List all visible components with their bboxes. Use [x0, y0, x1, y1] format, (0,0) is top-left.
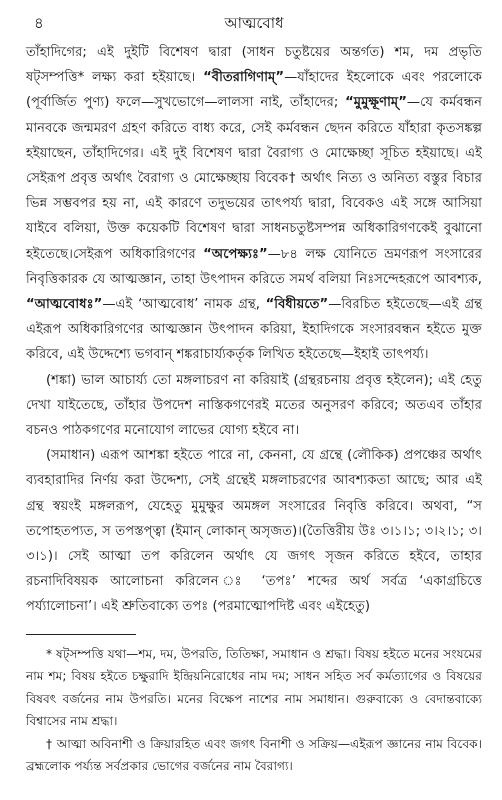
text-run: —যে কর্মবন্ধন মানবকে জন্মমরণ গ্রহণ করিতে বাধ্য করে, সেই কর্মবন্ধন ছেদন করিতে যাঁহারা কৃতসঙ্কল্প হইয়াছেন, তাঁহাদিগের। এই দুই বিশেষণ দ্বারা বৈরাগ্য ও মোক্ষেচ্ছা সূচিত হইয়াছে। এই সেইরূপ প্রবৃত্ত অর্থাৎ বৈরাগ্য ও মোক্ষেচ্ছায় বিবেক† অর্থাৎ নিত্য ও অনিত্য বস্তুর বিচার ভিন্ন সম্ভবপর হয় না, এই কারণে তদুভয়ের তাৎপর্য্য দ্বারা, বিবেকও এই সঙ্গে আসিয়া যাইবে বলিয়া, উক্ত কয়েকটি বিশেষণ দ্বারা সাধনচতুষ্টসম্পন্ন অধিকারিগণকেই বুঝানো হইতেছে। — [26, 95, 483, 262]
bold-term: “অপেক্ষ্যঃ” — [203, 246, 268, 262]
paragraph-3: (সমাধান) এরূপ আশঙ্কা হইতে পারে না, কেননা, যে গ্রন্থে (লৌকিক) প্রপঞ্চের অর্থাৎ ব্যবহারাদির নির্ণয় করা উদ্দেশ্য, সেই গ্রন্থেই মঙ্গলাচরণের আবশ্যকতা আছে; আর এই গ্রন্থ স্বয়ংই মঙ্গলরূপ, যেহেতু মুমুক্ষুর অমঙ্গল সংসারের নিবৃত্তি করিবে। অথবা, “স তপোহতপ্যত, স তপস্তপ্ত্বা (ইমান্ লোকান্ অসৃজত)।(তৈত্তিরীয় উঃ ৩।১।১; ৩।২।১; ৩।৩।১)। সেই আত্মা তপ করিলেন অর্থাৎ যে জগৎ সৃজন করিতে হইবে, তাহার রচনাদিবিষয়ক আলোচনা করিলেন ঃ ‘তপঃ’ শব্দের অর্থ সর্বত্র ‘একাগ্রচিত্তে পর্য্যালোচনা’। এই শ্রুতিবাক্যে তপঃ (পরমাত্মোপদিষ্ট এবং এইহেতু) — [26, 448, 482, 615]
text-run: —যাঁহাদের ইহলোকে এবং পরলোকে (পূর্বার্জিত পুণ্য) ফলে—সুখভোগে—লালসা নাই, তাঁহাদের; — [26, 70, 482, 111]
paragraph-2: (শঙ্কা) ভাল আচার্য্য তো মঙ্গলাচরণ না করিয়াই (গ্রন্থরচনায় প্রবৃত্ত হইলেন); এই হেতু দেখা যাইতেছে, তাঁহার উপদেশ নাস্তিকগণেরই মতের অনুসরণ করিবে; অতএব তাঁহার বচনও পাঠকগণের মনোযোগ লাভের যোগ্য হইবে না। — [26, 372, 482, 439]
text-run: * লক্ষ্য করা হইয়াছে। — [77, 70, 204, 86]
text-run: তাঁহাদিগের; এই দুইটি বিশেষণ দ্বারা (সাধন চতুষ্টয়ের অন্তর্গত) শম, দম প্রভৃতি ষট্‌সম্পত্তি — [26, 45, 482, 86]
text-run: —এই ‘আত্মবোধ’ নামক গ্রন্থ, — [102, 297, 266, 313]
footnote-1: * ষট্‌সম্পত্তি যথা—শম, দম, উপরতি, তিতিক্ষা, সমাধান ও শ্রদ্ধা। বিষয় হইতে মনের সংযমের নাম শম; বিষয় হইতে চক্ষুরাদি ইন্দ্রিয়নিরোধের নাম দম; সাধন সহিত সর্ব কর্মত্যাগের ও বিষয়ের বিষবৎ বর্জনের নাম উপরতি। মনের বিক্ষেপ নাশের নাম সমাধান। গুরুবাক্যে ও বেদান্তবাক্যে বিশ্বাসের নাম শ্রদ্ধা। — [26, 646, 482, 729]
running-title: আত্মবোধ — [224, 14, 284, 32]
page-number: ৪ — [34, 14, 44, 32]
bold-term: “আত্মবোধঃ” — [26, 297, 103, 313]
main-text — [26, 40, 482, 620]
footnote-divider — [26, 634, 136, 635]
text-run: সেইরূপ অধিকারিগণের — [73, 246, 204, 262]
paragraph-1 — [26, 40, 482, 368]
bold-term: “বীতরাগিণাম্” — [203, 70, 285, 86]
text-run: —৮৪ লক্ষ যোনিতে ভ্রমণরূপ সংসারের নিবৃত্তিকারক যে আত্মজ্ঞান, তাহা উৎপাদন করিতে সমর্থ বলিয়া নিঃসন্দেহরূপে আবশ্যক, — [26, 246, 482, 287]
text-run: —বিরচিত হইতেছে—এই গ্রন্থ এইরূপ অধিকারিগণের আত্মজ্ঞান উৎপাদন করিয়া, ইহাদিগকে সংসারবন্ধন হইতে মুক্ত করিবে, এই উদ্দেশ্যে ভগবান্ শঙ্করাচার্য্যকর্তৃক লিখিত হইতেছে—ইহাই তাৎপর্য্য। — [26, 297, 482, 363]
footnotes — [26, 643, 482, 778]
footnote-2: † আত্মা অবিনাশী ও ক্রিয়ারহিত এবং জগৎ বিনাশী ও সক্রিয়—এইরূপ জ্ঞানের নাম বিবেক। ব্রহ্মলোক পর্য্যন্ত সর্বপ্রকার ভোগের বর্জনের নাম বৈরাগ্য। — [26, 736, 482, 774]
bold-term: “মুমুক্ষূণাম্” — [345, 95, 407, 111]
page-header — [26, 10, 482, 34]
bold-term: “বিধীয়তে” — [265, 297, 329, 313]
